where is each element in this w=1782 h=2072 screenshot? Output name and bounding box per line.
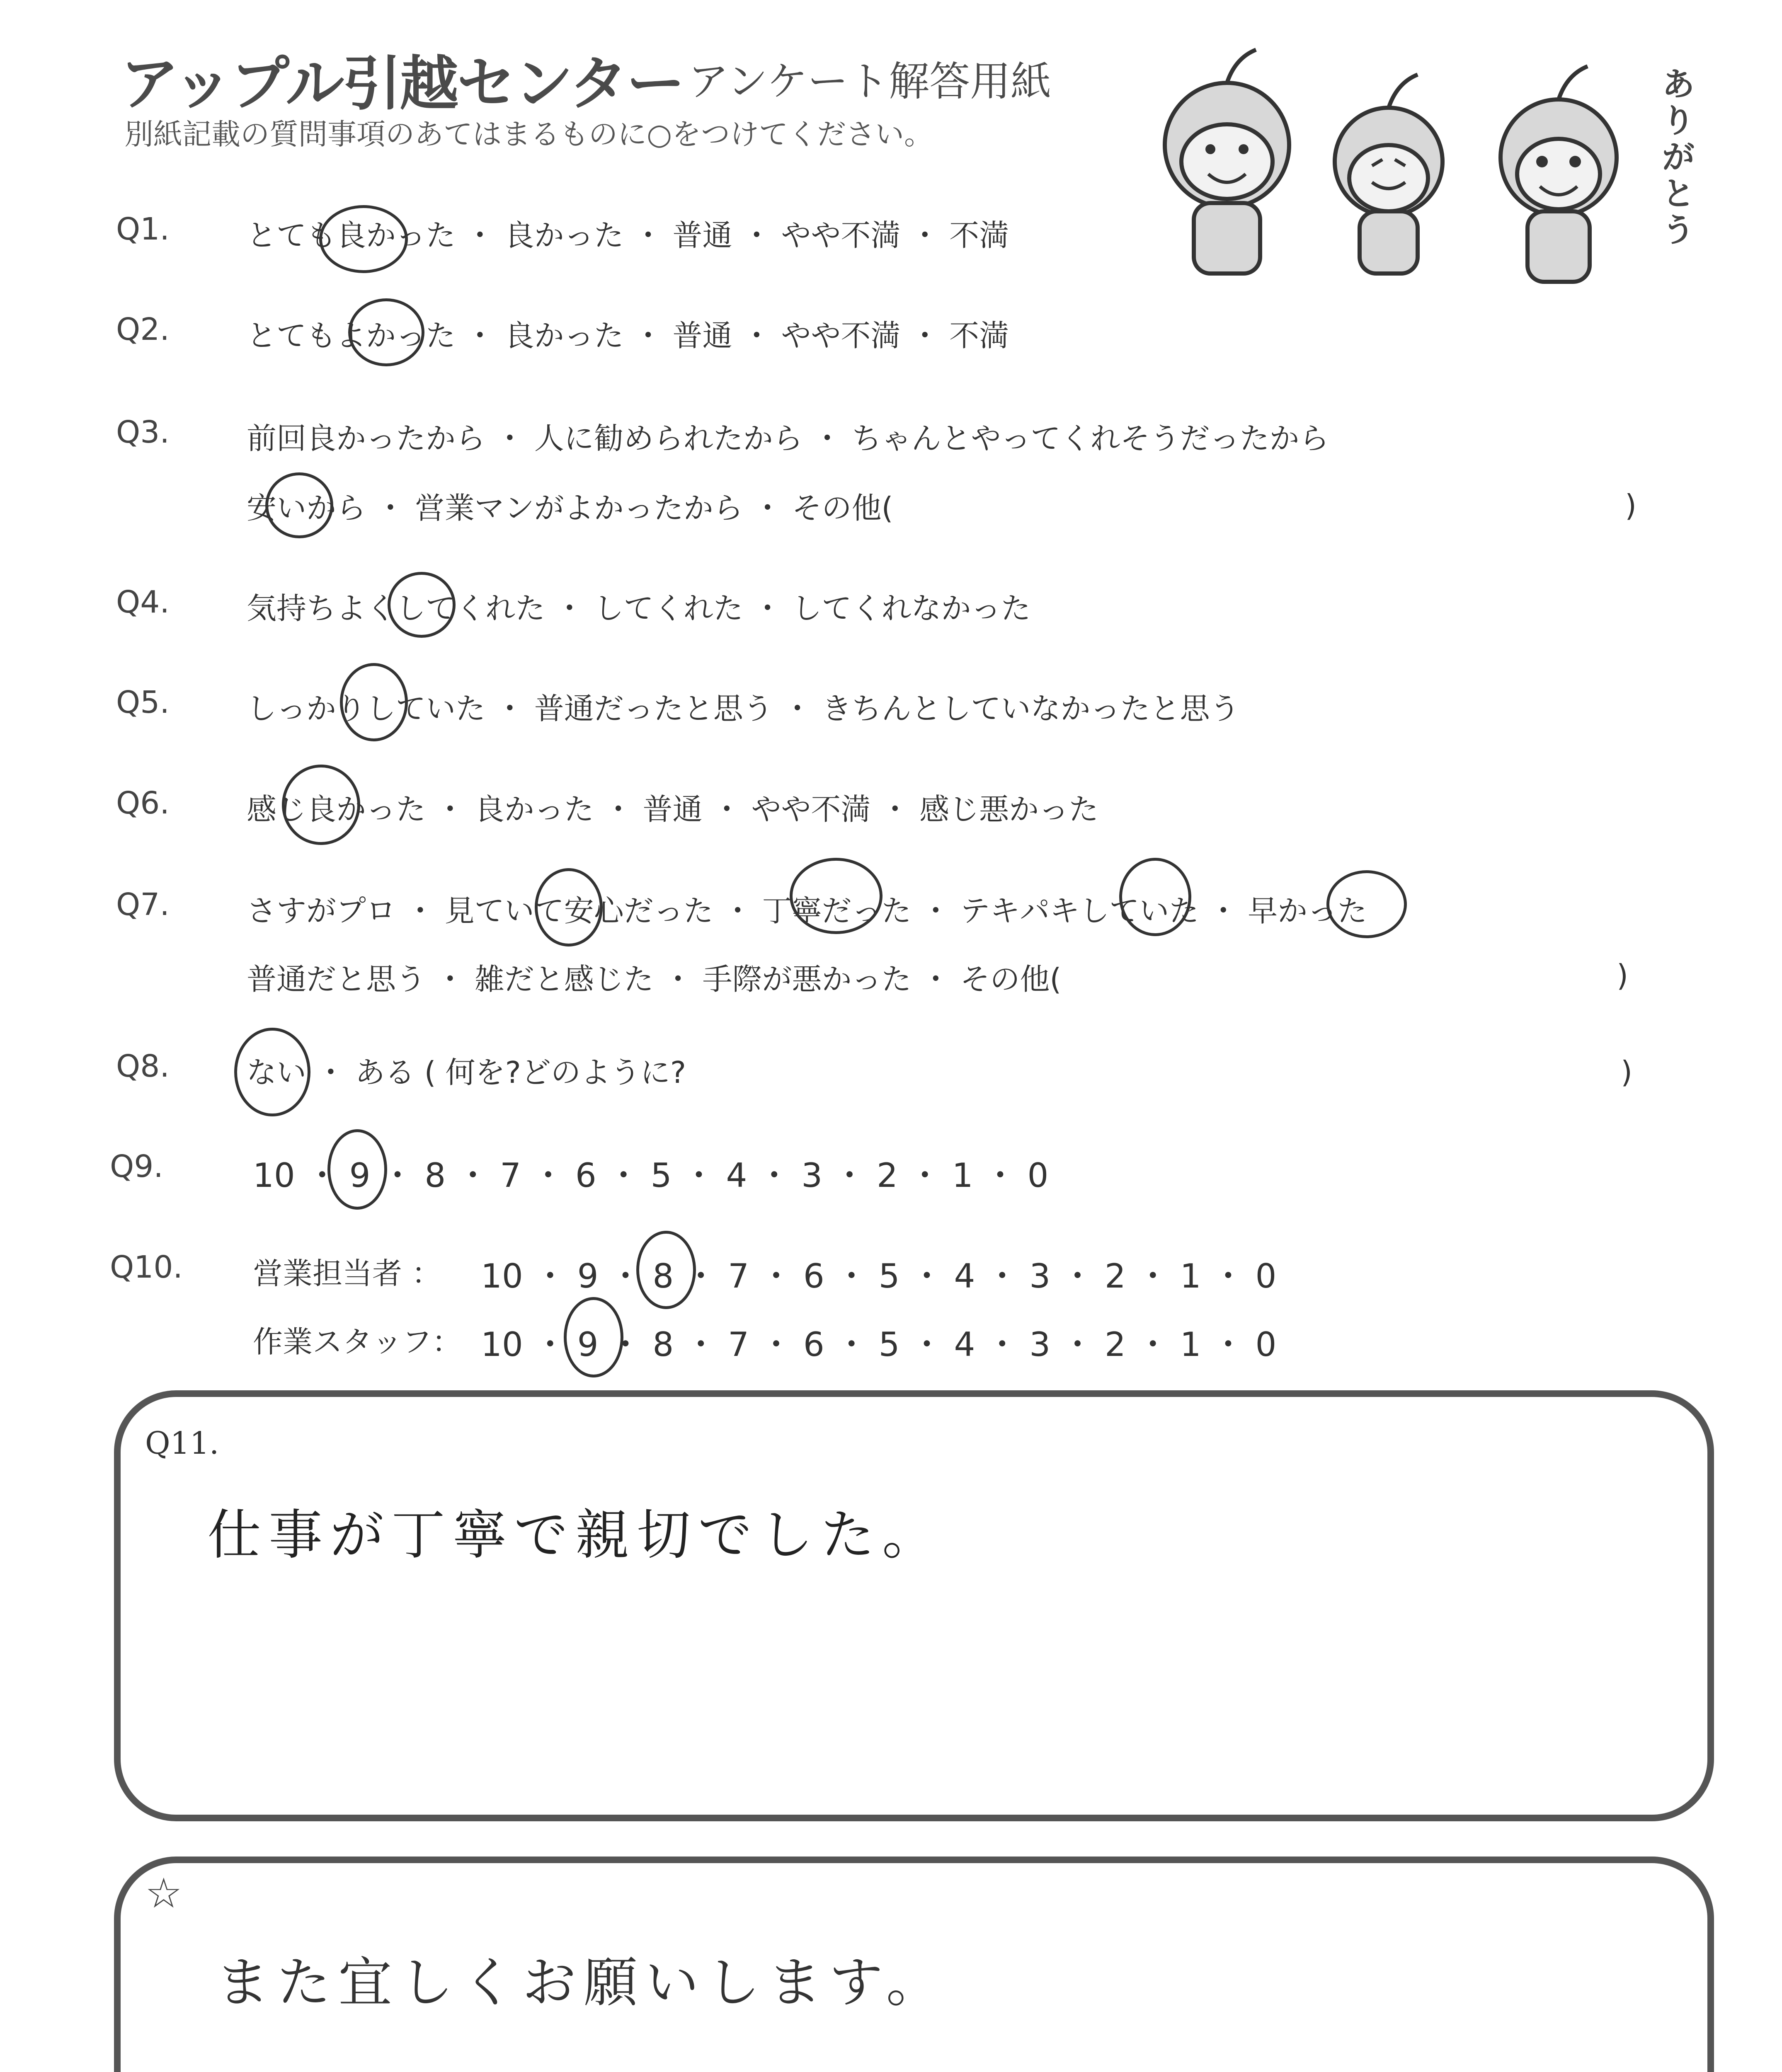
q11-label: Q11.	[145, 1426, 219, 1461]
q10-label: Q10.	[110, 1249, 183, 1285]
monkey-mascots-illustration	[1144, 25, 1700, 290]
q1-label: Q1.	[116, 211, 170, 247]
q10-sales-scale[interactable]: 10 ・ 9 ・ 8 ・ 7 ・ 6 ・ 5 ・ 4 ・ 3 ・ 2 ・ 1 ・ 0	[481, 1257, 1277, 1295]
q7-options-line2[interactable]: 普通だと思う ・ 雑だと感じた ・ 手際が悪かった ・ その他(	[247, 962, 1062, 997]
q3-close-paren: )	[1625, 488, 1637, 523]
star-handwritten-comment: また宜しくお願いします。	[216, 1951, 948, 2014]
mascot-caption: ありがとう	[1662, 66, 1695, 249]
q3-label: Q3.	[116, 414, 170, 450]
q8-close-paren: )	[1621, 1055, 1633, 1089]
q4-options[interactable]: 気持ちよくしてくれた ・ してくれた ・ してくれなかった	[247, 591, 1031, 626]
q8-options[interactable]: ない ・ ある ( 何を?どのように?	[247, 1055, 686, 1090]
form-title: アップル引越センター	[120, 50, 684, 118]
q11-handwritten-comment: 仕事が丁寧で親切でした。	[207, 1503, 944, 1566]
q5-options[interactable]: しっかりしていた ・ 普通だったと思う ・ きちんとしていなかったと思う	[247, 691, 1240, 726]
q9-label: Q9.	[110, 1149, 163, 1184]
q6-options[interactable]: 感じ良かった ・ 良かった ・ 普通 ・ やや不満 ・ 感じ悪かった	[247, 792, 1099, 827]
q7-options-line1[interactable]: さすがプロ ・ 見ていて安心だった ・ 丁寧だった ・ テキパキしていた ・ 早かった	[247, 893, 1367, 928]
q1-options[interactable]: とても良かった ・ 良かった ・ 普通 ・ やや不満 ・ 不満	[247, 218, 1009, 253]
q10-staff-label: 作業スタッフ：	[253, 1324, 462, 1359]
form-subtitle: アンケート解答用紙	[688, 58, 1052, 105]
star-icon: ☆	[145, 1869, 182, 1917]
q7-close-paren: )	[1617, 958, 1629, 993]
q9-scale[interactable]: 10 ・ 9 ・ 8 ・ 7 ・ 6 ・ 5 ・ 4 ・ 3 ・ 2 ・ 1 ・ 0	[253, 1156, 1049, 1195]
q7-label: Q7.	[116, 887, 170, 922]
q4-label: Q4.	[116, 584, 170, 620]
q8-label: Q8.	[116, 1048, 170, 1084]
instruction-text: 別紙記載の質問事項のあてはまるものに○をつけてください。	[124, 117, 933, 151]
q3-options-line1[interactable]: 前回良かったから ・ 人に勧められたから ・ ちゃんとやってくれそうだったから	[247, 421, 1329, 456]
q6-label: Q6.	[116, 785, 170, 821]
q10-staff-scale[interactable]: 10 ・ 9 ・ 8 ・ 7 ・ 6 ・ 5 ・ 4 ・ 3 ・ 2 ・ 1 ・ 0	[481, 1325, 1277, 1364]
q11-comment-box[interactable]	[114, 1390, 1714, 1821]
q2-label: Q2.	[116, 312, 170, 347]
q10-sales-label: 営業担当者 ：	[253, 1256, 441, 1291]
q5-label: Q5.	[116, 685, 170, 720]
q3-options-line2[interactable]: 安いから ・ 営業マンがよかったから ・ その他(	[247, 491, 893, 525]
q2-options[interactable]: とてもよかった ・ 良かった ・ 普通 ・ やや不満 ・ 不満	[247, 318, 1009, 353]
